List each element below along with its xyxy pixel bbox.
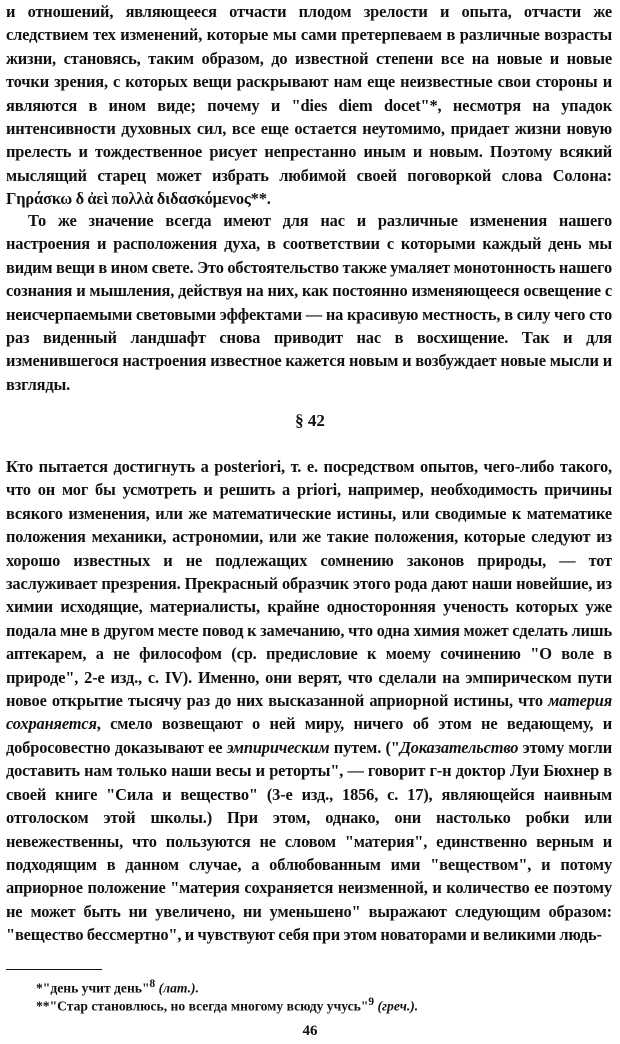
paragraph-continuation: и отношений, являющееся отчасти плодом зрелости и опыта, отчасти же следствием тех изменений, которые мы сами претерпеваем в различные возрасты жизни, становясь, таким образом, до известной степени все на новые и новые точки зрения, с которых вещи раскрывают нам еще неизвестные свои стороны и являются в ином виде; почему и "dies diem docet"*, несмотря на упадок интенсивности духовных сил, все еще остается неутомимо, придает жизни новую прелесть и тождественное рисует непрестанно иным и новым. Поэтому всякий мыслящий старец может избрать любимой своей поговоркой слова Солона: Γηράσκω δ ἀεὶ πολλὰ διδασκόμενος**.: [6, 2, 612, 209]
paragraph-text: путем. (": [329, 737, 400, 757]
emphasis-text: материя сохраняется: [6, 691, 612, 734]
paragraph-section-42: [6, 455, 612, 947]
emphasis-text: Доказательство: [399, 737, 519, 757]
paragraph-text: этому могли доставить нам только наши весы и реторты", — говорит г-н доктор Луи Бюхнер в своей книге "Сила и вещество" (3-е изд., 1856, с. 17), являющейся наивным отголоском этой школы.) При этом, однако, они настолько робки или невежественны, что пользуются не словом "материя", единственно верным и подходящим в данном случае, а облюбованным ими "веществом", и потому априорное положение "материя сохраняется неизменной, и количество ее поэтому не может быть ни увеличено, ни уменьшено" выражают следующим образом: "вещество бессмертно", и чувствуют себя при этом новаторами и великими людь-: [6, 737, 613, 945]
page-number: 46: [302, 1023, 318, 1039]
paragraph-text: , смело возвещают о ней миру, ничего об этом не ведающему, и добросовестно доказывают ее: [6, 714, 612, 757]
footnote-language: (греч.).: [377, 998, 419, 1014]
footnote-reference: 9: [368, 996, 375, 1008]
footnote-2: [36, 993, 418, 1016]
footnote-language: (лат.).: [158, 980, 199, 996]
footnote-text: *"день учит день": [36, 980, 150, 996]
footnote-text: **"Стар становлюсь, но всегда многому всюду учусь": [36, 998, 369, 1014]
footnote-divider: [6, 969, 102, 970]
paragraph-text: Кто пытается достигнуть a posteriori, т. е. посредством опытов, чего-либо такого, что он мог бы усмотреть и решить a priori, например, необходимость причины всякого изменения, или же математические истины, или сводимые к математике положения механики, астрономии, или же такие положения, которые следуют из хорошо известных и не подлежащих сомнению законов природы, — тот заслуживает презрения. Прекрасный образчик этого рода дают наши новейшие, из химии исходящие, материалисты, крайне односторонняя ученость которых уже подала мне в другом месте повод к замечанию, что одна химия может сделать лишь аптекарем, а не философом (ср. предисловие к моему сочинению "О воле в природе", 2-е изд., с. IV). Именно, они верят, что сделали на эмпирическом пути новое открытие тысячу раз до них высказанной априорной истины, что: [6, 457, 612, 711]
footnote-reference: 8: [149, 978, 156, 990]
paragraph-mood-changes: То же значение всегда имеют для нас и различные изменения нашего настроения и расположения духа, в соответствии с которыми каждый день мы видим вещи в ином свете. Это обстоятельство также умаляет монотонность нашего сознания и мышления, действуя на них, как постоянно изменяющееся освещение с неисчерпаемыми световыми эффектами — на красивую местность, в силу чего сто раз виденный ландшафт снова приводит нас в восхищение. Так и для изменившегося настроения известное кажется новым и возбуждает новые мысли и взгляды.: [6, 211, 612, 394]
section-heading: § 42: [295, 411, 325, 430]
emphasis-text: эмпирическим: [226, 737, 330, 757]
